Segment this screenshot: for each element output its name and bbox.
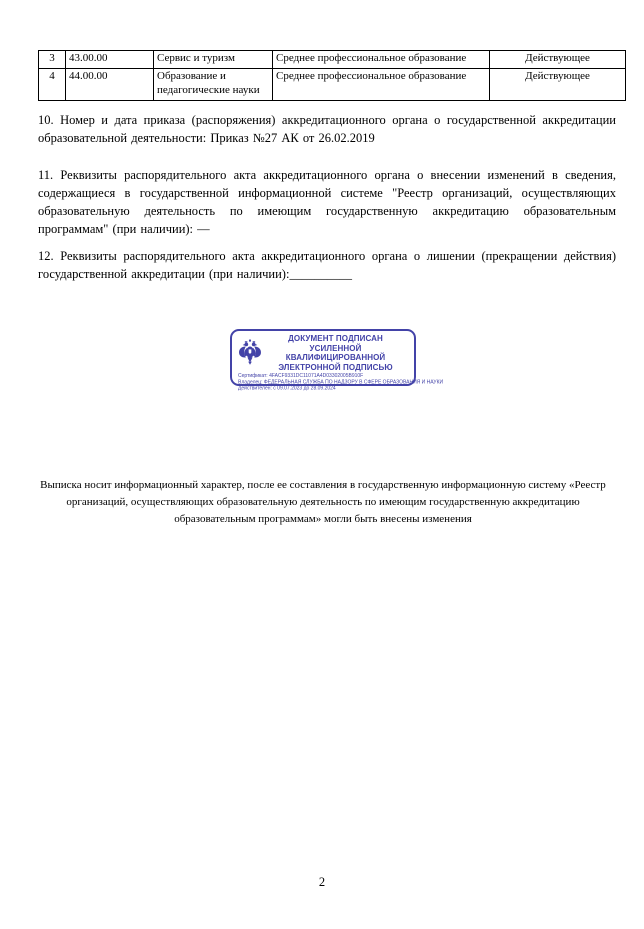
- code-cell: 43.00.00: [66, 51, 154, 69]
- digital-signature-stamp: [230, 329, 444, 391]
- stamp-details: [232, 372, 444, 393]
- stamp-title-line2: УСИЛЕННОЙ КВАЛИФИЦИРОВАННОЙ: [285, 343, 386, 362]
- name-cell: Сервис и туризм: [154, 51, 273, 69]
- table-row: [39, 51, 626, 69]
- status-cell: Действующее: [490, 69, 626, 101]
- disclaimer-text: Выписка носит информационный характер, после ее составления в государственную информационную систему «Реестр организаций, осуществляющих образовательную деятельность по имеющим государственную аккредитацию образовательным программам» могли быть внесены изменения: [40, 479, 606, 525]
- row-number-cell: 3: [39, 51, 66, 69]
- name-cell: Образование и педагогические науки: [154, 69, 273, 101]
- stamp-owner-line: Владелец: ФЕДЕРАЛЬНАЯ СЛУЖБА ПО НАДЗОРУ В СФЕРЕ ОБРАЗОВАНИЯ И НАУКИ: [238, 379, 444, 385]
- stamp-validity-line: Действителен: с 09.07.2023 до 28.09.2024: [238, 385, 336, 391]
- education-level-cell: Среднее профессиональное образование: [273, 69, 490, 101]
- paragraph-12-revocation-act: 12. Реквизиты распорядительного акта аккредитационного органа о лишении (прекращении действия) государственной аккредитации (при наличии):__________: [38, 249, 616, 281]
- row-number-cell: 4: [39, 69, 66, 101]
- table-row: [39, 69, 626, 101]
- stamp-header: [232, 331, 414, 372]
- accredited-programs-table: [38, 50, 626, 101]
- stamp-title-line1: ДОКУМЕНТ ПОДПИСАН: [288, 334, 383, 343]
- coat-of-arms-icon: [237, 338, 263, 368]
- stamp-title-line3: ЭЛЕКТРОННОЙ ПОДПИСЬЮ: [278, 362, 393, 372]
- status-cell: Действующее: [490, 51, 626, 69]
- stamp-certificate-line: Сертификат: 4FACF9331DC11071A4D03302005B910F: [238, 373, 364, 379]
- paragraph-11-amendments-act: 11. Реквизиты распорядительного акта аккредитационного органа о внесении изменений в сведения, содержащиеся в государственной информационной системе "Реестр организаций, осуществляющих образовательную деятельность по имеющим государственную аккредитацию образовательным программам" (при наличии): —: [38, 168, 616, 236]
- paragraph-10-accreditation-order: 10. Номер и дата приказа (распоряжения) аккредитационного органа о государственной аккредитации образовательной деятельности: Приказ №27 АК от 26.02.2019: [38, 113, 616, 145]
- page-number: 2: [318, 875, 326, 889]
- education-level-cell: Среднее профессиональное образование: [273, 51, 490, 69]
- code-cell: 44.00.00: [66, 69, 154, 101]
- stamp-title: [263, 334, 408, 372]
